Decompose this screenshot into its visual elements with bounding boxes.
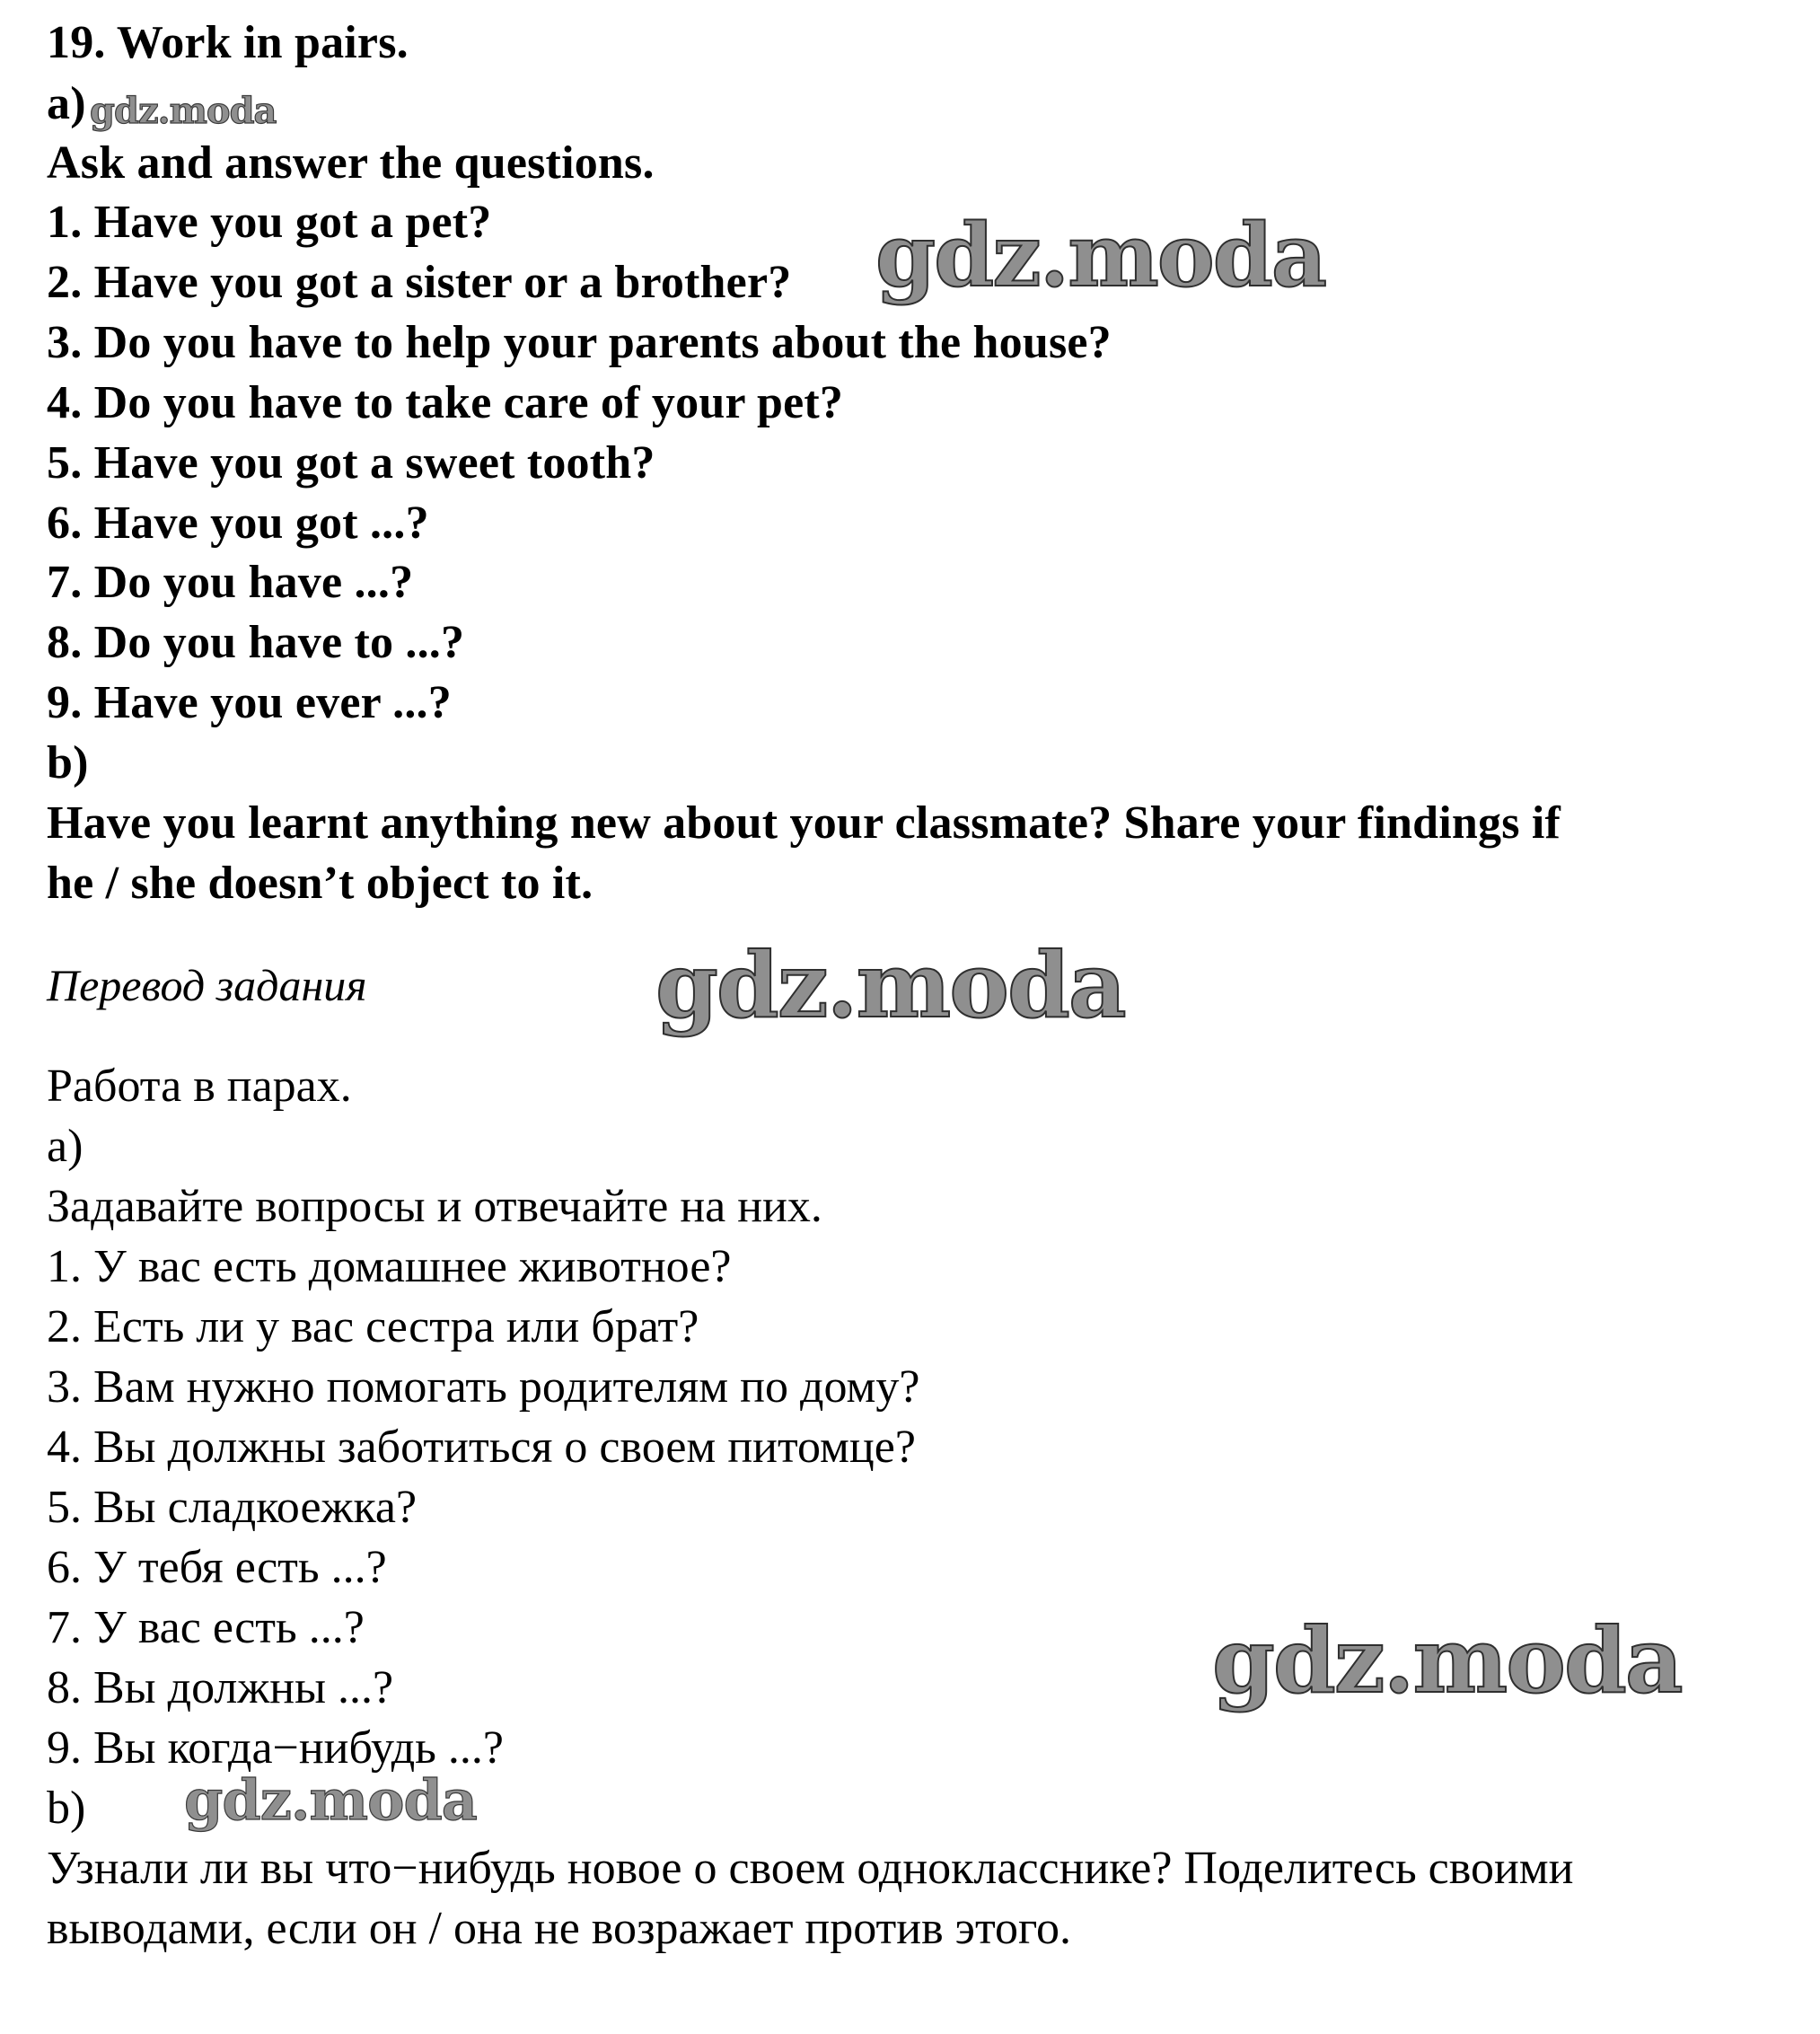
watermark-logo: gdz.moda <box>875 205 1326 306</box>
translation-question-7: 7. У вас есть ...? <box>47 1602 365 1653</box>
translation-question-4: 4. Вы должны заботиться о своем питомце? <box>47 1422 916 1473</box>
question-3: 3. Do you have to help your parents about the house? <box>47 317 1112 368</box>
question-5: 5. Have you got a sweet tooth? <box>47 437 655 489</box>
translation-question-6: 6. У тебя есть ...? <box>47 1542 387 1593</box>
translation-question-2: 2. Есть ли у вас сестра или брат? <box>47 1301 699 1352</box>
part-b-line-1: Have you learnt anything new about your classmate? Share your findings if <box>47 797 1561 849</box>
question-9: 9. Have you ever ...? <box>47 677 452 728</box>
translation-question-9: 9. Вы когда−нибудь ...? <box>47 1722 504 1774</box>
question-2: 2. Have you got a sister or a brother? <box>47 257 792 308</box>
question-7: 7. Do you have ...? <box>47 557 414 608</box>
translation-title: Работа в парах. <box>47 1061 352 1112</box>
watermark-logo: gdz.moda <box>655 932 1125 1038</box>
part-b-label: b) <box>47 737 89 788</box>
part-b-line-2: he / she doesn’t object to it. <box>47 858 593 909</box>
watermark-logo: gdz.moda <box>184 1767 477 1833</box>
task-title: 19. Work in pairs. <box>47 17 409 68</box>
translation-question-8: 8. Вы должны ...? <box>47 1662 394 1713</box>
translation-part-a-instruction: Задавайте вопросы и отвечайте на них. <box>47 1181 822 1232</box>
translation-part-a-label: a) <box>47 1121 84 1172</box>
watermark-logo: gdz.moda <box>90 90 277 132</box>
translation-question-1: 1. У вас есть домашнее животное? <box>47 1241 732 1292</box>
translation-question-3: 3. Вам нужно помогать родителям по дому? <box>47 1361 920 1413</box>
part-a-label: a) <box>47 78 86 129</box>
translation-part-b-line-2: выводами, если он / она не возражает против этого. <box>47 1903 1072 1954</box>
question-4: 4. Do you have to take care of your pet? <box>47 377 844 428</box>
question-8: 8. Do you have to ...? <box>47 617 465 668</box>
question-1: 1. Have you got a pet? <box>47 197 492 248</box>
translation-part-b-line-1: Узнали ли вы что−нибудь новое о своем однокласснике? Поделитесь своими <box>47 1843 1574 1894</box>
translation-part-b-label: b) <box>47 1783 86 1834</box>
watermark-logo: gdz.moda <box>1212 1607 1682 1713</box>
translation-question-5: 5. Вы сладкоежка? <box>47 1482 418 1533</box>
translation-heading: Перевод задания <box>47 960 367 1010</box>
part-a-instruction: Ask and answer the questions. <box>47 137 655 189</box>
question-6: 6. Have you got ...? <box>47 497 429 549</box>
